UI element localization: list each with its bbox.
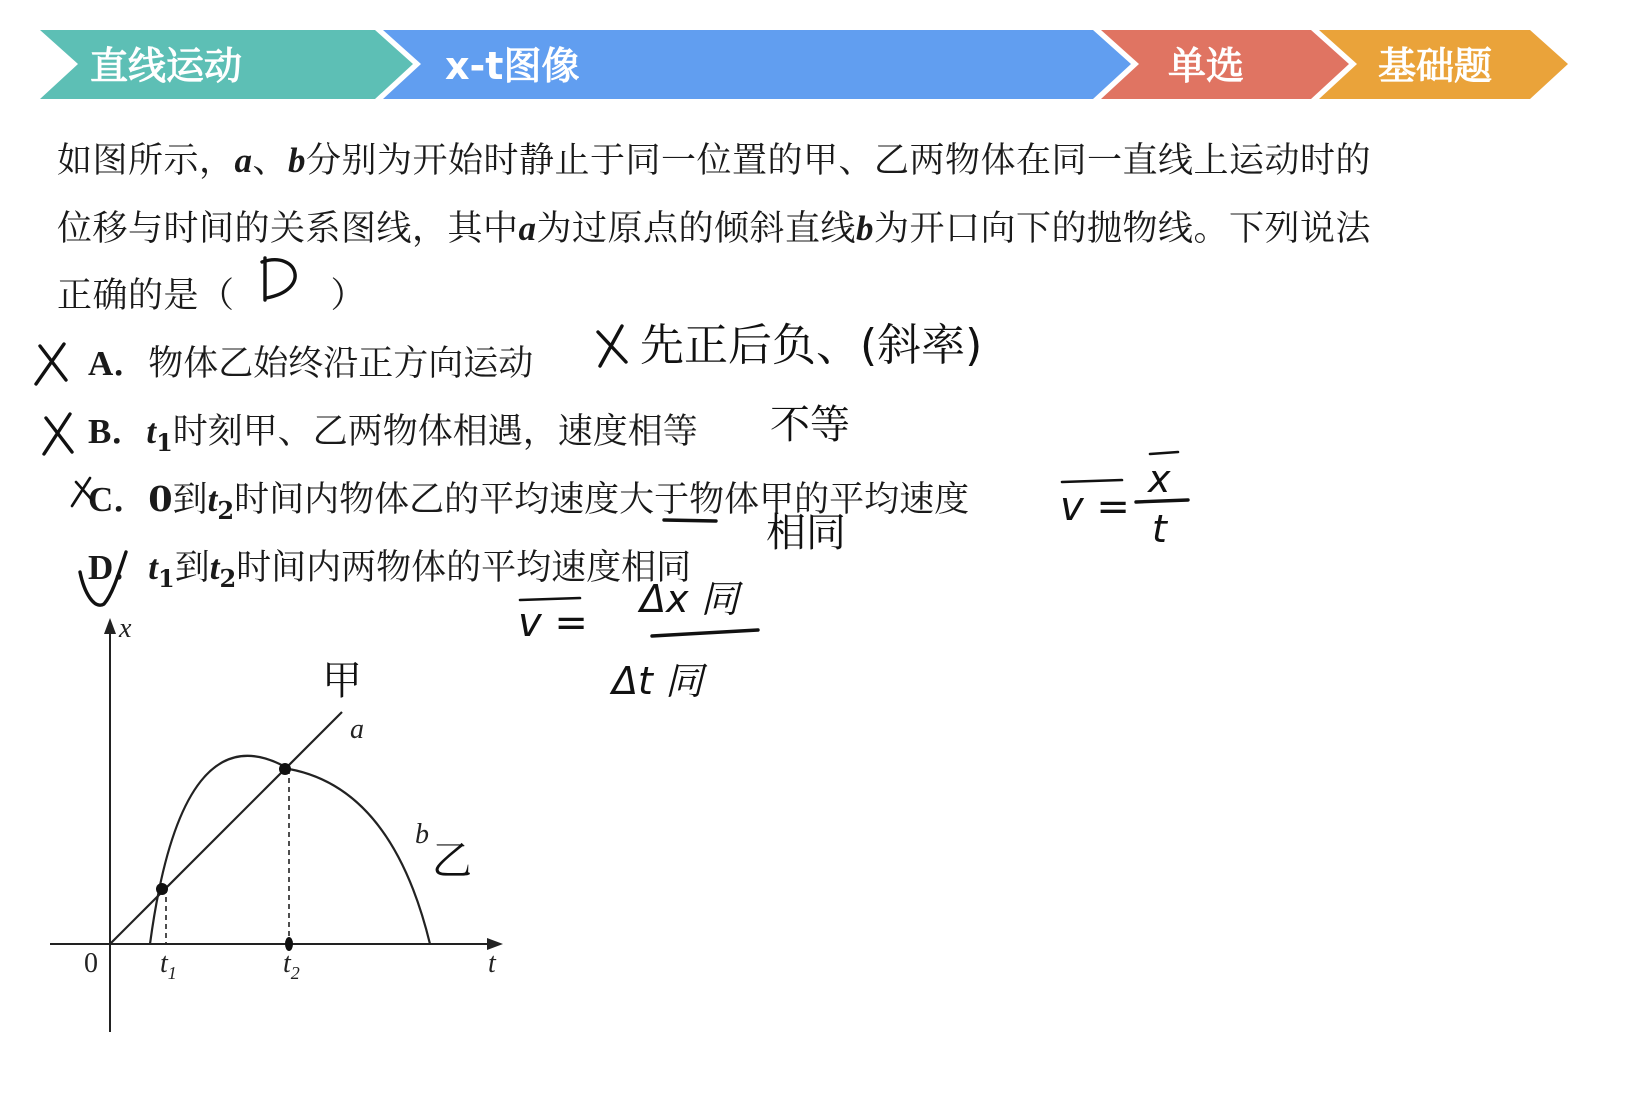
intersection-t1	[156, 883, 168, 895]
question-line-3: 正确的是（ ）	[57, 276, 367, 316]
t2-label: $t_2$	[283, 948, 300, 983]
intersection-t2	[279, 763, 291, 775]
svg-text:v =: v =	[1060, 484, 1130, 530]
svg-text:先正后负、(斜率): 先正后负、(斜率)	[640, 320, 983, 371]
curve-b-label: b	[415, 819, 429, 850]
svg-text:Δt 同: Δt 同	[612, 659, 703, 703]
annotation-b: 不等	[770, 402, 850, 448]
option-d[interactable]: D．$t_1$到$t_2$时间内两物体的平均速度相同	[88, 548, 692, 593]
banner-level: 基础题	[1378, 44, 1493, 88]
line-a	[110, 712, 342, 944]
banner-topic: 直线运动	[90, 44, 243, 88]
banner-type: 单选	[1168, 44, 1245, 88]
y-axis-arrow	[104, 618, 116, 634]
annotation-c: 相同	[766, 510, 846, 556]
svg-text:x: x	[1148, 457, 1171, 501]
x-axis-label: t	[488, 948, 496, 979]
svg-text:t: t	[1152, 507, 1167, 551]
banner-subtopic: x-t图像	[445, 44, 580, 88]
y-axis-label: x	[119, 613, 132, 644]
annotation-yi: 乙	[432, 838, 472, 884]
line-a-label: a	[350, 714, 364, 745]
svg-text:v =: v =	[518, 600, 588, 646]
svg-text:Δx 同: Δx 同	[640, 577, 739, 621]
annotation-jia: 甲	[322, 658, 362, 704]
option-a[interactable]: A．物体乙始终沿正方向运动	[88, 344, 534, 384]
question-line-1: 如图所示，a、b分别为开始时静止于同一位置的甲、乙两物体在同一直线上运动时的	[57, 141, 1372, 181]
option-c[interactable]: C．0到$t_2$时间内物体乙的平均速度大于物体甲的平均速度	[88, 479, 970, 525]
origin-label: 0	[84, 948, 98, 979]
t1-label: $t_1$	[160, 948, 177, 983]
question-line-2: 位移与时间的关系图线，其中a为过原点的倾斜直线b为开口向下的抛物线。下列说法	[57, 209, 1372, 249]
curve-b	[150, 756, 430, 944]
option-b[interactable]: B．$t_1$时刻甲、乙两物体相遇，速度相等	[88, 412, 698, 457]
